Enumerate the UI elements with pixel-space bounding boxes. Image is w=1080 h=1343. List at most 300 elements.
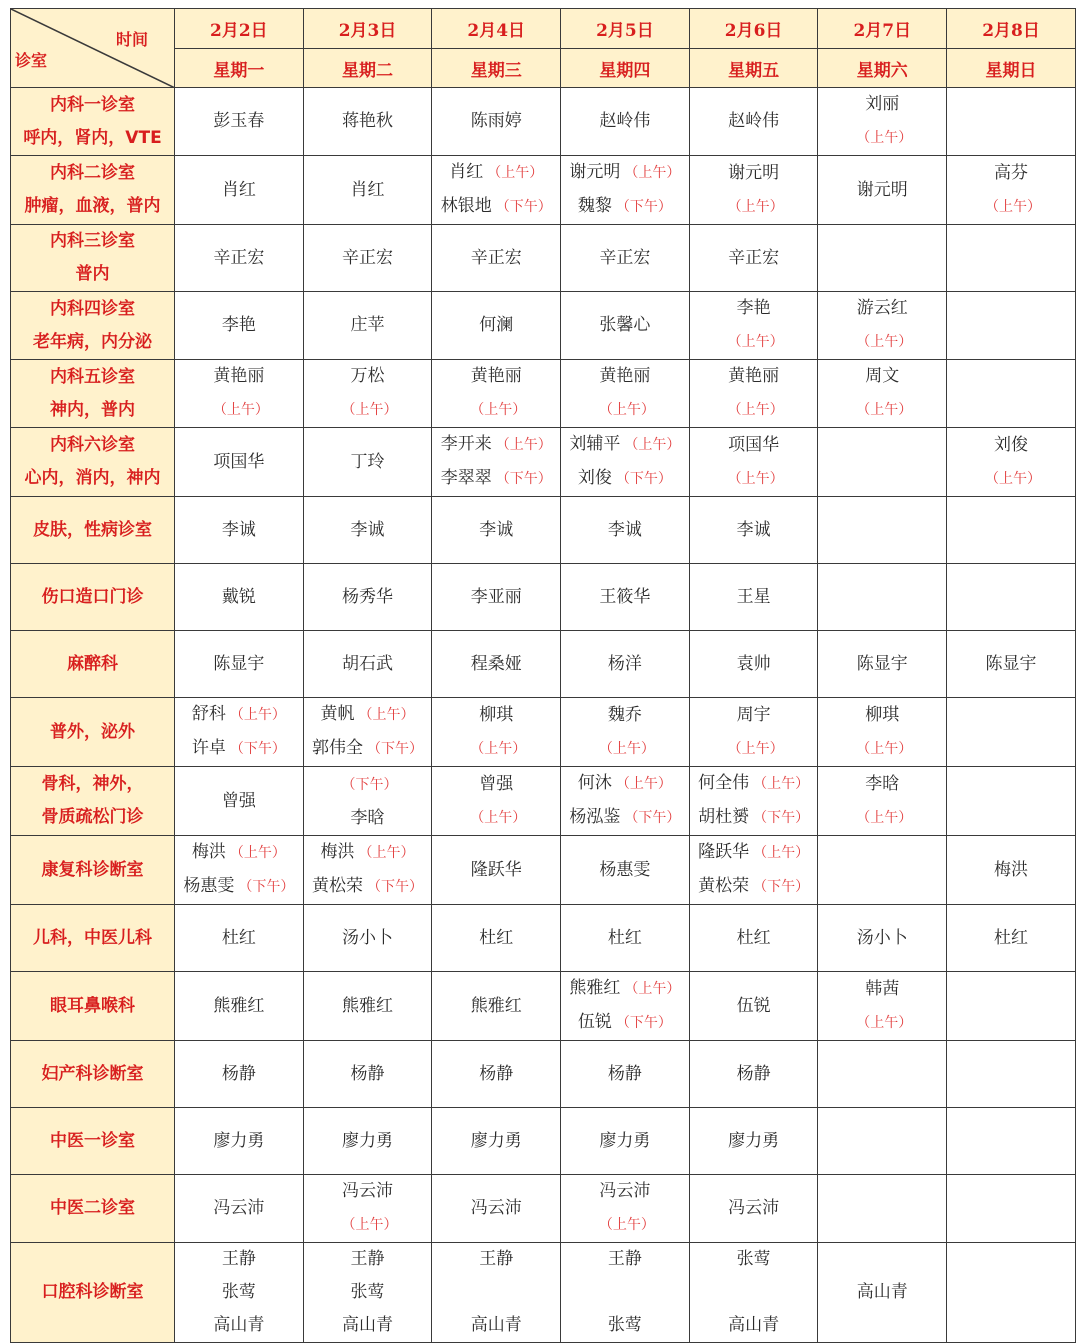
doctor-name: 李艳 xyxy=(736,298,771,318)
doctor-line xyxy=(175,446,303,479)
doctor-name: 伍锐 xyxy=(736,995,771,1016)
doctor-name: 何全伟 xyxy=(698,773,750,793)
session-note: （上午） xyxy=(470,740,527,757)
doctor-line xyxy=(304,360,432,393)
clinic-room-line: 老年病，内分泌 xyxy=(33,331,152,352)
doctor-name: 杨静 xyxy=(221,1063,256,1084)
doctor-line xyxy=(818,732,946,766)
clinic-schedule-table xyxy=(10,8,1076,1343)
doctor-name: 周文 xyxy=(865,366,900,386)
clinic-room-line: 普外，泌外 xyxy=(50,721,135,742)
doctor-cell xyxy=(175,972,304,1041)
doctor-name: 冯云沛 xyxy=(599,1181,651,1201)
doctor-cell xyxy=(561,360,690,428)
doctor-name: 许卓 xyxy=(191,738,226,758)
doctor-name: 杨泓鉴 xyxy=(569,807,621,827)
doctor-cell xyxy=(947,972,1076,1041)
doctor-line xyxy=(175,360,303,393)
doctor-line xyxy=(690,190,818,224)
doctor-cell xyxy=(432,497,561,564)
corner-header xyxy=(11,9,175,88)
session-note: （上午） xyxy=(470,402,527,418)
doctor-cell xyxy=(303,156,432,225)
doctor-name: 杜红 xyxy=(736,927,771,948)
session-note: （上午） xyxy=(598,402,655,418)
doctor-cell xyxy=(175,1041,304,1108)
doctor-cell xyxy=(947,767,1076,836)
doctor-name: 柳琪 xyxy=(479,704,514,725)
doctor-name: 冯云沛 xyxy=(470,1198,522,1218)
doctor-line xyxy=(947,648,1075,681)
doctor-line xyxy=(690,393,818,427)
doctor-name: 张馨心 xyxy=(599,315,651,335)
doctor-cell xyxy=(561,497,690,564)
clinic-room-line: 眼耳鼻喉科 xyxy=(50,995,135,1016)
doctor-name: 王静 xyxy=(479,1249,514,1269)
doctor-line xyxy=(432,854,560,887)
doctor-name: 陈显宇 xyxy=(856,653,908,674)
doctor-name: 杨静 xyxy=(479,1063,514,1084)
doctor-line xyxy=(432,1243,560,1276)
doctor-name: 杜红 xyxy=(479,927,514,948)
doctor-name: 熊雅红 xyxy=(213,995,265,1016)
session-note: （上午） xyxy=(229,707,286,723)
doctor-name: 袁帅 xyxy=(736,653,771,674)
doctor-name: 陈雨婷 xyxy=(470,111,522,131)
session-note: （下午） xyxy=(624,810,681,826)
doctor-line xyxy=(818,768,946,801)
doctor-line xyxy=(304,922,432,955)
doctor-line xyxy=(818,88,946,121)
doctor-name: 赵岭伟 xyxy=(599,111,651,131)
doctor-name: 黄艳丽 xyxy=(470,366,522,386)
session-note: （下午） xyxy=(495,199,552,215)
doctor-line xyxy=(432,393,560,427)
doctor-cell xyxy=(175,767,304,836)
doctor-cell xyxy=(303,836,432,905)
doctor-cell xyxy=(432,156,561,225)
doctor-line xyxy=(561,1309,689,1342)
doctor-name: 熊雅红 xyxy=(470,995,522,1016)
doctor-line xyxy=(561,1125,689,1158)
doctor-cell xyxy=(303,767,432,836)
doctor-line xyxy=(304,698,432,732)
doctor-cell xyxy=(561,631,690,698)
doctor-name: 廖力勇 xyxy=(213,1130,265,1151)
doctor-line xyxy=(561,309,689,342)
doctor-name: 刘俊 xyxy=(994,434,1029,455)
doctor-line xyxy=(432,1309,560,1342)
doctor-cell xyxy=(175,88,304,156)
clinic-room-line: 中医一诊室 xyxy=(50,1130,135,1151)
doctor-name: 辛正宏 xyxy=(342,247,394,268)
doctor-line xyxy=(947,854,1075,887)
doctor-cell xyxy=(175,497,304,564)
doctor-cell xyxy=(303,698,432,767)
doctor-line xyxy=(304,732,432,766)
doctor-cell xyxy=(303,631,432,698)
session-note: （下午） xyxy=(753,879,810,895)
doctor-line xyxy=(175,1125,303,1158)
doctor-line xyxy=(561,1276,689,1309)
doctor-cell xyxy=(175,698,304,767)
doctor-cell xyxy=(175,905,304,972)
doctor-cell xyxy=(303,905,432,972)
doctor-line xyxy=(175,1309,303,1342)
schedule-row xyxy=(11,156,1076,225)
doctor-line xyxy=(690,105,818,138)
doctor-line xyxy=(432,732,560,766)
doctor-line xyxy=(432,1058,560,1091)
weekday-header: 星期三 xyxy=(432,49,561,88)
schedule-row xyxy=(11,1041,1076,1108)
doctor-cell xyxy=(432,225,561,292)
session-note: （上午） xyxy=(624,981,681,997)
doctor-cell xyxy=(689,1108,818,1175)
doctor-line xyxy=(304,1175,432,1208)
doctor-line xyxy=(561,514,689,547)
doctor-line xyxy=(175,836,303,870)
doctor-cell xyxy=(818,497,947,564)
doctor-name: 魏乔 xyxy=(607,704,642,725)
doctor-name: 何澜 xyxy=(479,315,514,335)
doctor-line xyxy=(175,1058,303,1091)
schedule-row xyxy=(11,698,1076,767)
doctor-name: 柳琪 xyxy=(865,704,900,725)
schedule-row xyxy=(11,836,1076,905)
doctor-line xyxy=(561,922,689,955)
doctor-name: 高山青 xyxy=(342,1315,394,1335)
doctor-cell xyxy=(689,225,818,292)
clinic-room-label xyxy=(11,1108,175,1175)
doctor-name: 杜红 xyxy=(994,927,1029,948)
doctor-cell xyxy=(432,292,561,360)
doctor-cell xyxy=(689,1175,818,1243)
doctor-cell xyxy=(947,564,1076,631)
doctor-line xyxy=(690,1192,818,1225)
doctor-line xyxy=(304,1276,432,1309)
clinic-room-label xyxy=(11,156,175,225)
clinic-room-line: 内科二诊室 xyxy=(50,163,135,183)
doctor-cell xyxy=(561,767,690,836)
schedule-row xyxy=(11,905,1076,972)
doctor-name: 高山青 xyxy=(213,1315,265,1335)
doctor-name: 陈显宇 xyxy=(213,653,265,674)
doctor-line xyxy=(175,870,303,904)
doctor-line xyxy=(175,990,303,1023)
doctor-name: 戴锐 xyxy=(221,586,256,607)
session-note: （上午） xyxy=(727,198,784,215)
doctor-name: 曾强 xyxy=(479,773,514,794)
doctor-cell xyxy=(175,360,304,428)
session-note: （上午） xyxy=(753,776,810,792)
doctor-line xyxy=(175,174,303,207)
doctor-line xyxy=(690,157,818,190)
doctor-name: 刘俊 xyxy=(577,468,612,488)
doctor-name: 廖力勇 xyxy=(470,1130,522,1151)
doctor-cell xyxy=(303,360,432,428)
doctor-name: 辛正宏 xyxy=(599,247,651,268)
doctor-cell xyxy=(432,428,561,497)
session-note: （上午） xyxy=(856,334,913,350)
doctor-cell xyxy=(818,631,947,698)
doctor-line xyxy=(175,648,303,681)
doctor-line xyxy=(561,360,689,393)
weekday-header: 星期二 xyxy=(303,49,432,88)
doctor-cell xyxy=(432,88,561,156)
doctor-cell xyxy=(561,1175,690,1243)
doctor-line xyxy=(561,854,689,887)
doctor-line xyxy=(304,836,432,870)
doctor-line xyxy=(432,699,560,732)
doctor-line xyxy=(432,581,560,614)
doctor-name: 杨惠雯 xyxy=(599,859,651,880)
doctor-cell xyxy=(175,156,304,225)
doctor-cell xyxy=(818,698,947,767)
doctor-line xyxy=(432,922,560,955)
corner-time-label: 时间 xyxy=(115,30,148,49)
doctor-name: 王静 xyxy=(607,1249,642,1269)
doctor-name: 黄松荣 xyxy=(312,876,364,896)
doctor-line xyxy=(561,972,689,1006)
doctor-name: 何沐 xyxy=(577,773,612,793)
doctor-line xyxy=(432,242,560,275)
clinic-room-label xyxy=(11,972,175,1041)
doctor-line xyxy=(432,190,560,224)
doctor-line xyxy=(175,1192,303,1225)
doctor-cell xyxy=(818,836,947,905)
doctor-name: 刘辅平 xyxy=(569,434,621,454)
doctor-name: 熊雅红 xyxy=(569,978,621,998)
doctor-line xyxy=(690,514,818,547)
doctor-name: 冯云沛 xyxy=(213,1198,265,1218)
doctor-name: 万松 xyxy=(350,366,385,386)
doctor-cell xyxy=(689,564,818,631)
doctor-cell xyxy=(689,767,818,836)
doctor-line xyxy=(304,242,432,275)
doctor-line xyxy=(432,309,560,342)
doctor-line xyxy=(432,105,560,138)
doctor-name: 冯云沛 xyxy=(342,1181,394,1201)
doctor-line xyxy=(432,1276,560,1309)
doctor-name: 李诚 xyxy=(221,519,256,540)
doctor-name: 高山青 xyxy=(856,1282,908,1302)
doctor-cell xyxy=(175,428,304,497)
session-note: （上午） xyxy=(727,334,784,350)
doctor-line xyxy=(690,429,818,462)
session-note: （上午） xyxy=(341,1217,398,1233)
doctor-line xyxy=(561,428,689,462)
doctor-name: 李艳 xyxy=(221,315,256,335)
schedule-row xyxy=(11,1243,1076,1343)
doctor-cell xyxy=(432,836,561,905)
doctor-name: 李晗 xyxy=(865,773,900,794)
doctor-name: 王静 xyxy=(350,1249,385,1269)
doctor-line xyxy=(947,157,1075,190)
doctor-line xyxy=(561,581,689,614)
doctor-line xyxy=(690,581,818,614)
doctor-name: 王星 xyxy=(736,586,771,607)
session-note: （下午） xyxy=(615,471,672,487)
doctor-cell xyxy=(689,631,818,698)
doctor-line xyxy=(304,990,432,1023)
doctor-line xyxy=(690,462,818,496)
doctor-cell xyxy=(432,767,561,836)
doctor-name: 张莺 xyxy=(221,1282,256,1302)
doctor-line xyxy=(561,1058,689,1091)
clinic-room-line: 普内 xyxy=(75,264,110,284)
schedule-row xyxy=(11,767,1076,836)
doctor-line xyxy=(818,648,946,681)
doctor-cell xyxy=(689,292,818,360)
doctor-line xyxy=(304,446,432,479)
doctor-line xyxy=(304,802,432,835)
doctor-name: 庄苹 xyxy=(350,315,385,335)
session-note: （下午） xyxy=(229,741,286,757)
doctor-line xyxy=(690,648,818,681)
session-note: （上午） xyxy=(341,402,398,418)
doctor-cell xyxy=(818,292,947,360)
session-note: （上午） xyxy=(212,402,269,418)
doctor-line xyxy=(432,156,560,190)
doctor-line xyxy=(690,699,818,732)
doctor-name: 廖力勇 xyxy=(599,1130,651,1151)
doctor-cell xyxy=(947,631,1076,698)
clinic-room-label xyxy=(11,1041,175,1108)
doctor-line xyxy=(175,922,303,955)
doctor-cell xyxy=(689,972,818,1041)
doctor-name: 项国华 xyxy=(728,434,780,455)
doctor-cell xyxy=(303,1243,432,1343)
corner-room-label: 诊室 xyxy=(15,51,48,70)
schedule-row xyxy=(11,225,1076,292)
doctor-line xyxy=(818,801,946,835)
doctor-line xyxy=(561,801,689,835)
doctor-name: 高山青 xyxy=(728,1315,780,1335)
doctor-line xyxy=(818,1006,946,1040)
schedule-row xyxy=(11,564,1076,631)
doctor-line xyxy=(304,174,432,207)
doctor-line xyxy=(690,870,818,904)
doctor-name: 杨静 xyxy=(607,1063,642,1084)
clinic-room-line: 肿瘤，血液，普内 xyxy=(24,196,161,216)
schedule-row xyxy=(11,1108,1076,1175)
doctor-line xyxy=(690,732,818,766)
session-note: （下午） xyxy=(615,199,672,215)
doctor-line xyxy=(561,732,689,766)
doctor-name: 肖红 xyxy=(221,179,256,200)
doctor-cell xyxy=(947,1175,1076,1243)
session-note: （上午） xyxy=(727,470,784,487)
clinic-room-label xyxy=(11,292,175,360)
doctor-cell xyxy=(561,836,690,905)
clinic-room-line: 心内，消内，神内 xyxy=(24,468,161,488)
clinic-room-line: 口腔科诊断室 xyxy=(41,1282,144,1302)
clinic-room-label xyxy=(11,767,175,836)
clinic-room-line: 内科六诊室 xyxy=(50,435,135,455)
doctor-name: 梅洪 xyxy=(320,842,355,862)
doctor-line xyxy=(561,1208,689,1242)
doctor-name: 李开来 xyxy=(440,434,492,454)
doctor-cell xyxy=(818,1041,947,1108)
session-note: （上午） xyxy=(753,845,810,861)
doctor-cell xyxy=(689,905,818,972)
doctor-name: 廖力勇 xyxy=(728,1130,780,1151)
doctor-cell xyxy=(432,1243,561,1343)
doctor-cell xyxy=(561,156,690,225)
doctor-line xyxy=(690,1309,818,1342)
doctor-line xyxy=(432,428,560,462)
weekday-header: 星期五 xyxy=(689,49,818,88)
doctor-cell xyxy=(689,836,818,905)
clinic-room-label xyxy=(11,225,175,292)
doctor-name: 杨静 xyxy=(350,1063,385,1084)
doctor-name: 林银地 xyxy=(440,196,492,216)
doctor-name: 杨洋 xyxy=(607,653,642,674)
doctor-line xyxy=(432,768,560,801)
doctor-line xyxy=(690,1058,818,1091)
doctor-cell xyxy=(947,698,1076,767)
doctor-cell xyxy=(303,1041,432,1108)
doctor-name: 李诚 xyxy=(479,519,514,540)
weekday-header: 星期六 xyxy=(818,49,947,88)
doctor-line xyxy=(947,429,1075,462)
clinic-room-line: 内科一诊室 xyxy=(50,94,135,115)
weekday-header: 星期日 xyxy=(947,49,1076,88)
doctor-cell xyxy=(947,225,1076,292)
doctor-name: 李亚丽 xyxy=(470,586,522,607)
doctor-name: 隆跃华 xyxy=(470,859,522,880)
clinic-room-line: 骨科，神外， xyxy=(41,774,144,794)
doctor-name: 伍锐 xyxy=(577,1012,612,1032)
doctor-name: 杨秀华 xyxy=(342,586,394,607)
doctor-cell xyxy=(561,225,690,292)
doctor-name: 杨惠雯 xyxy=(183,876,235,896)
doctor-name: 辛正宏 xyxy=(470,247,522,268)
doctor-line xyxy=(175,242,303,275)
date-header: 2月4日 xyxy=(432,9,561,49)
clinic-room-line: 伤口造口门诊 xyxy=(41,586,144,607)
doctor-name: 隆跃华 xyxy=(698,842,750,862)
doctor-cell xyxy=(689,360,818,428)
clinic-room-label xyxy=(11,360,175,428)
doctor-cell xyxy=(561,698,690,767)
clinic-room-line: 妇产科诊断室 xyxy=(41,1063,144,1084)
clinic-room-line: 神内，普内 xyxy=(50,399,135,420)
doctor-line xyxy=(561,1243,689,1276)
doctor-name: 丁玲 xyxy=(350,451,385,472)
doctor-line xyxy=(432,360,560,393)
doctor-line xyxy=(561,393,689,427)
doctor-cell xyxy=(175,564,304,631)
doctor-name: 黄帆 xyxy=(320,704,355,724)
doctor-cell xyxy=(818,360,947,428)
doctor-line xyxy=(947,462,1075,496)
session-note: （上午） xyxy=(229,845,286,861)
doctor-cell xyxy=(947,156,1076,225)
session-note: （上午） xyxy=(856,740,913,757)
session-note: （下午） xyxy=(341,776,398,793)
clinic-room-line: 内科三诊室 xyxy=(50,231,135,251)
doctor-name: 郭伟全 xyxy=(312,738,364,758)
doctor-name: 张莺 xyxy=(736,1249,771,1269)
clinic-room-label xyxy=(11,1243,175,1343)
doctor-line xyxy=(304,514,432,547)
session-note: （上午） xyxy=(470,809,527,826)
doctor-name: 李诚 xyxy=(350,519,385,540)
doctor-line xyxy=(690,292,818,325)
doctor-cell xyxy=(818,564,947,631)
